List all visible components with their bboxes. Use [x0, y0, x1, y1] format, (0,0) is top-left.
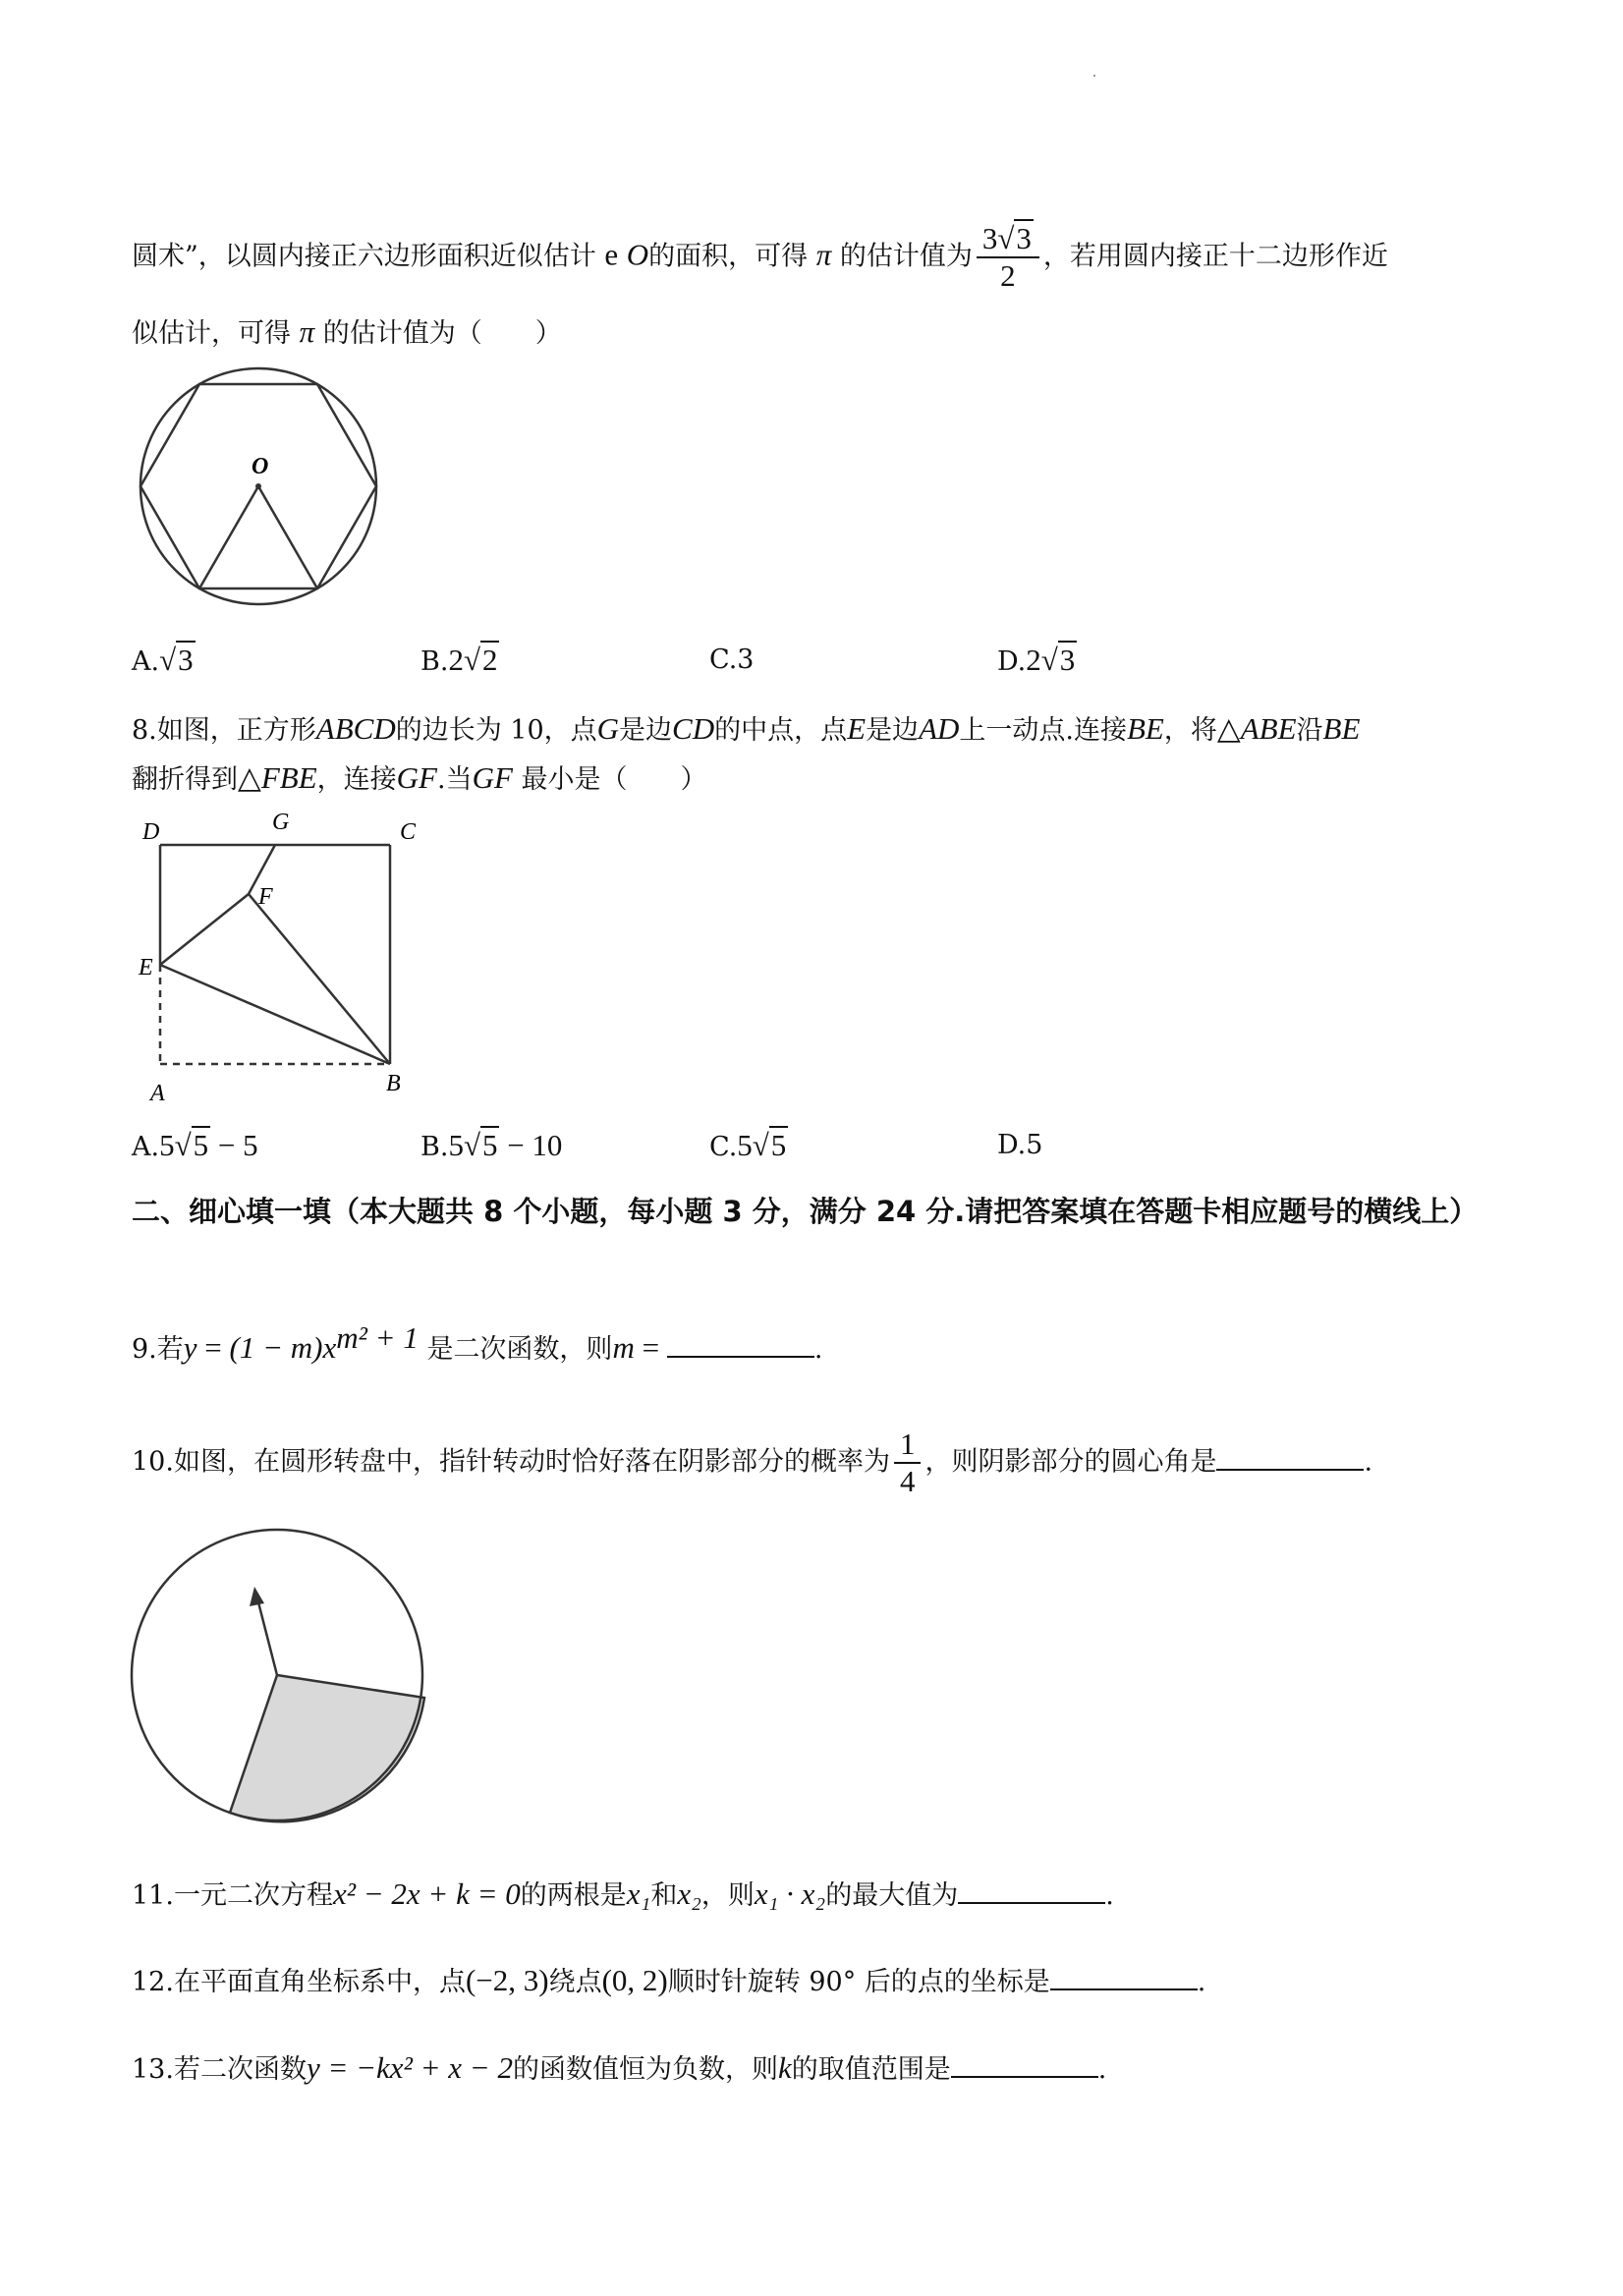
- q13-answer-blank[interactable]: [951, 2050, 1098, 2078]
- q8-option-c[interactable]: C.5√5: [709, 1128, 787, 1162]
- q9-answer-blank[interactable]: [667, 1330, 814, 1358]
- pi-symbol: π: [815, 237, 832, 272]
- q7-text-a: 圆术”，以圆内接正六边形面积近似估计: [132, 241, 596, 272]
- q7-text-b: 的面积，可得: [648, 241, 809, 272]
- pi-symbol: π: [299, 314, 315, 349]
- spinner-figure: [130, 1528, 434, 1832]
- segment-EB: [160, 965, 390, 1064]
- label-E: E: [139, 955, 153, 980]
- q9-line: 9.若$y = (1 - m)x^{m^2 + 1}$ 是二次函数，则m = .: [132, 1320, 823, 1365]
- label-D: D: [142, 819, 160, 845]
- q7-text-f: 的估计值为（ ）: [322, 318, 562, 349]
- label-O: O: [252, 454, 269, 479]
- label-F: F: [258, 884, 273, 910]
- q12-answer-blank[interactable]: [1050, 1963, 1198, 1990]
- label-B: B: [386, 1071, 401, 1096]
- q7-line-2: [132, 312, 562, 354]
- q7-line-1: [132, 221, 1388, 294]
- fraction-3root3-over-2: $\frac{3√3}{2}$: [977, 221, 1039, 294]
- q8-option-b[interactable]: B.5√5 − 10: [420, 1128, 563, 1162]
- circle-O: O: [626, 237, 649, 272]
- q8-line-1: 8.如图，正方形ABCD的边长为 10，点G是边CD的中点，点E是边AD上一动点.连接BE，将△ABE沿BE: [132, 711, 1361, 746]
- q7-text-e: 似估计，可得: [132, 318, 291, 349]
- q7-text-d: ，若用圆内接正十二边形作近: [1042, 241, 1388, 272]
- segment-EF: [160, 894, 249, 965]
- circle-symbol: e: [604, 237, 619, 272]
- fraction-1-over-4: $\frac{1}{4}$: [894, 1427, 922, 1499]
- q7-option-b[interactable]: B.2√2: [420, 643, 498, 677]
- q7-text-c: 的估计值为: [839, 241, 973, 272]
- radius-right: [258, 486, 317, 588]
- q10-answer-blank[interactable]: [1216, 1443, 1364, 1471]
- pointer-arrowhead: [250, 1587, 264, 1606]
- section-2-heading: 二、细心填一填（本大题共 8 个小题，每小题 3 分，满分 24 分.请把答案填在答题卡相应题号的横线上）: [132, 1195, 1479, 1228]
- q8-option-a[interactable]: A.5√5 − 5: [132, 1128, 258, 1162]
- q7-option-d[interactable]: D.2√3: [997, 643, 1076, 677]
- label-A: A: [150, 1081, 165, 1106]
- q10-line: 10.如图，在圆形转盘中，指针转动时恰好落在阴影部分的概率为 $\frac{1}{4}$ ，则阴影部分的圆心角是 .: [132, 1427, 1373, 1498]
- q7-option-c[interactable]: C.3: [709, 644, 755, 675]
- q8-line-2: 翻折得到△FBE，连接GF.当GF 最小是（ ）: [132, 760, 707, 795]
- shaded-sector: [230, 1675, 424, 1821]
- q12-line: 12.在平面直角坐标系中，点(−2, 3)绕点(0, 2)顺时针旋转 90° 后的点的坐标是 .: [132, 1963, 1206, 1997]
- square-ABCD: ABCD: [315, 711, 396, 746]
- stray-dot: [1093, 75, 1095, 77]
- label-G: G: [272, 810, 290, 835]
- hexagon-in-circle-figure: [134, 364, 389, 609]
- q11-answer-blank[interactable]: [958, 1876, 1105, 1904]
- center-point: [255, 483, 261, 489]
- q13-line: 13.若二次函数y = −kx² + x − 2的函数值恒为负数，则k的取值范围是 .: [132, 2050, 1107, 2085]
- segment-FB: [249, 894, 390, 1064]
- label-C: C: [400, 819, 417, 845]
- square-fold-figure: [133, 806, 437, 1115]
- q11-line: 11.一元二次方程x² − 2x + k = 0的两根是x₁和x₂，则x₁ · x₂的最大值为 .: [132, 1876, 1114, 1911]
- radius-left: [199, 486, 258, 588]
- pointer-shaft: [257, 1598, 277, 1675]
- q7-option-a[interactable]: A.√3: [132, 643, 194, 677]
- q8-option-d[interactable]: D.5: [997, 1130, 1043, 1160]
